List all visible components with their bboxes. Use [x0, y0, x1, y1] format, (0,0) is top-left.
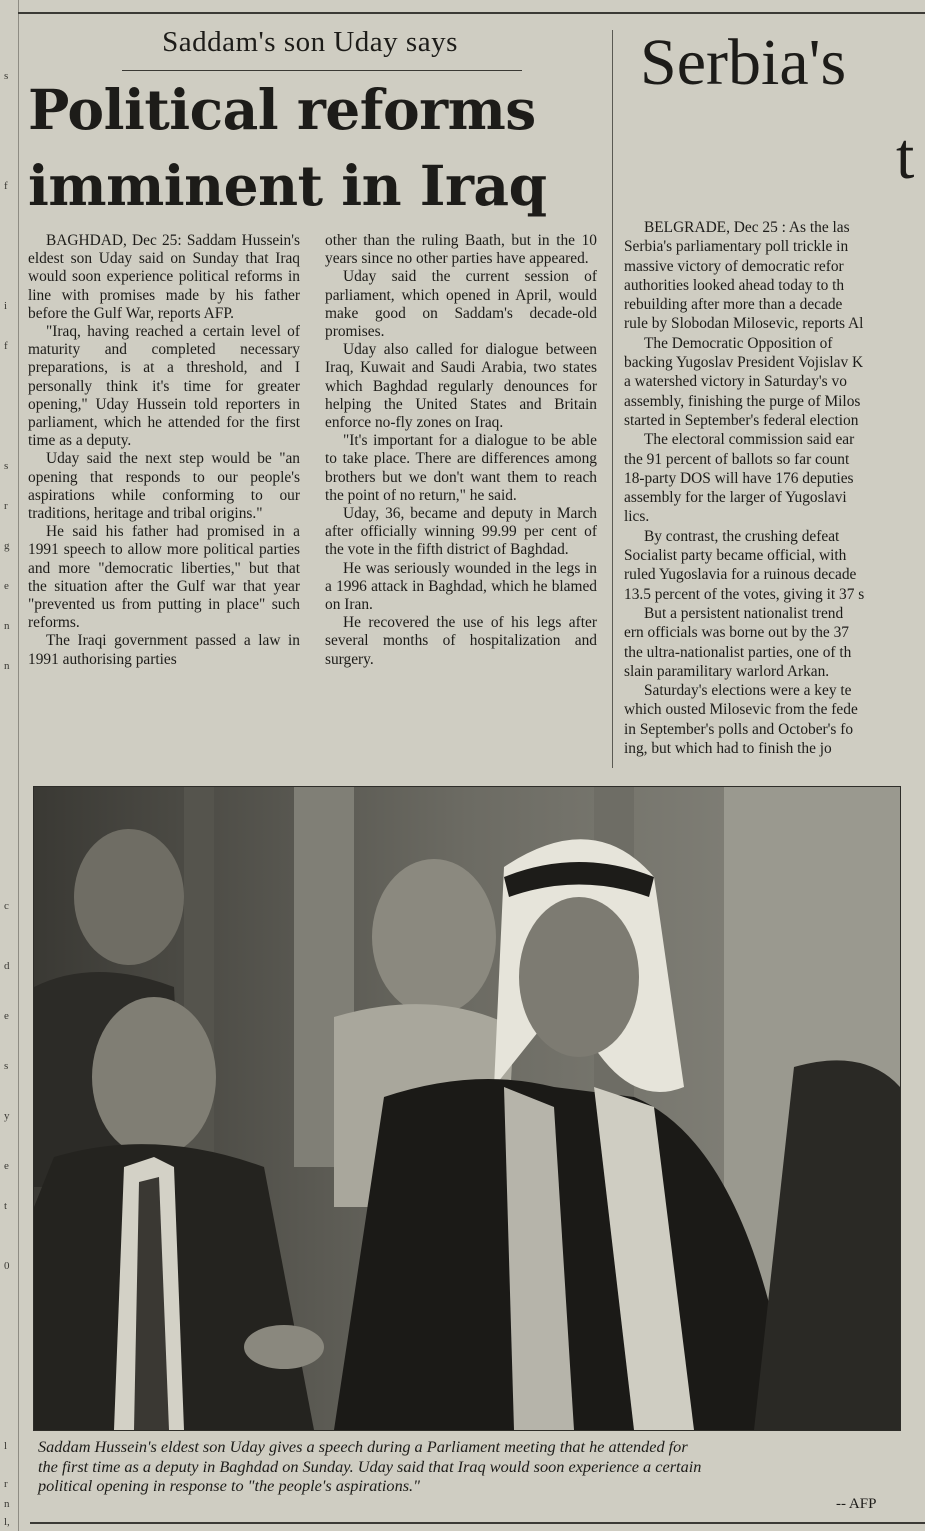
paragraph: He was seriously wounded in the legs in a 1996 attack in Baghdad, which he blamed on Iran. — [325, 559, 597, 614]
adjacent-story-line: Saturday's elections were a key te — [644, 682, 852, 700]
adjacent-story-line: a watershed victory in Saturday's vo — [624, 373, 847, 391]
adjacent-story-line: ruled Yugoslavia for a ruinous decade — [624, 566, 857, 584]
margin-text-fragment: e — [4, 580, 9, 592]
margin-text-fragment: y — [4, 1110, 10, 1122]
adjacent-story-line: the 91 percent of ballots so far count — [624, 450, 850, 468]
margin-text-fragment: n — [4, 660, 10, 672]
paragraph: Uday, 36, became and deputy in March after officially winning 99.99 per cent of the vote in the fifth district of Baghdad. — [325, 505, 597, 559]
paragraph: Uday said the current session of parliament, which opened in April, would make good on Saddam's decade-old promises. — [325, 268, 597, 341]
paragraph: He said his father had promised in a 1991 speech to allow more political parties and more "democratic liberties," but that the situation after the Gulf war that year "prevented us from putting in place" such reforms. — [28, 523, 300, 632]
paragraph: other than the ruling Baath, but in the 10 years since no other parties have appeared. — [325, 232, 597, 268]
caption-line: political opening in response to "the people's aspirations." — [38, 1476, 420, 1496]
adjacent-story-line: 13.5 percent of the votes, giving it 37 s — [624, 585, 865, 603]
adjacent-story-line: Socialist party became official, with — [624, 547, 847, 565]
margin-text-fragment: c — [4, 900, 9, 912]
paragraph: The Iraqi government passed a law in 1991 authorising parties — [28, 632, 300, 668]
adjacent-story-line: lics. — [624, 508, 650, 526]
paragraph: Uday also called for dialogue between Iraq, Kuwait and Saudi Arabia, two states which Baghdad regularly denounces for helping the United States and Britain enforce no-fly zones on Iraq. — [325, 341, 597, 432]
margin-text-fragment: e — [4, 1010, 9, 1022]
adjacent-story-line: The electoral commission said ear — [644, 431, 855, 449]
adjacent-story-line: in September's polls and October's fo — [624, 720, 854, 738]
adjacent-story-line: which ousted Milosevic from the fede — [624, 701, 858, 719]
paragraph: He recovered the use of his legs after several months of hospitalization and surgery. — [325, 614, 597, 668]
adjacent-story-line: backing Yugoslav President Vojislav K — [624, 354, 864, 372]
adjacent-story-line: By contrast, the crushing defeat — [644, 527, 840, 545]
clipped-margin-column — [0, 0, 19, 1531]
adjacent-story-headline: Serbia's — [640, 26, 847, 99]
adjacent-story-body — [624, 218, 925, 770]
margin-text-fragment: f — [4, 340, 8, 352]
margin-text-fragment: l — [4, 1440, 8, 1452]
adjacent-story-line: massive victory of democratic refor — [624, 257, 844, 275]
story-column-1 — [28, 232, 300, 669]
story-headline — [28, 72, 612, 224]
adjacent-story-line: the ultra-nationalist parties, one of th — [624, 643, 852, 661]
margin-text-fragment: s — [4, 70, 9, 82]
paragraph: Uday said the next step would be "an opening that responds to our people's aspirations while conforming to our traditions, heritage and tribal origins." — [28, 450, 300, 523]
margin-text-fragment: t — [4, 1200, 8, 1212]
news-photo — [33, 786, 901, 1431]
margin-text-fragment: s — [4, 1060, 9, 1072]
caption-line: the first time as a deputy in Baghdad on Sunday. Uday said that Iraq would soon experience a certain — [38, 1456, 702, 1476]
margin-text-fragment: f — [4, 180, 8, 192]
photo-caption — [38, 1437, 900, 1496]
top-rule — [18, 12, 925, 14]
adjacent-story-line: ing, but which had to finish the jo — [624, 740, 832, 758]
photo-illustration — [34, 787, 900, 1430]
paragraph: "It's important for a dialogue to be able to take place. There are differences among brothers but we don't want them to reach the point of no return," he said. — [325, 432, 597, 504]
headline-line-1: Political reforms — [28, 77, 536, 142]
margin-text-fragment: l, — [4, 1516, 10, 1528]
adjacent-story-line: started in September's federal election — [624, 411, 859, 429]
adjacent-story-line: rebuilding after more than a decade — [624, 296, 843, 314]
adjacent-story-headline-line-2: t — [896, 120, 915, 193]
margin-text-fragment: 0 — [4, 1260, 10, 1272]
adjacent-story-line: But a persistent nationalist trend — [644, 604, 844, 622]
bottom-rule — [30, 1522, 925, 1524]
margin-text-fragment: n — [4, 1498, 10, 1510]
adjacent-story-line: BELGRADE, Dec 25 : As the las — [644, 219, 850, 236]
paragraph: BAGHDAD, Dec 25: Saddam Hussein's eldest son Uday said on Sunday that Iraq would soon experience political reforms in line with promises made by his father before the Gulf War, reports AFP. — [28, 232, 300, 322]
story-kicker: Saddam's son Uday says — [162, 26, 458, 58]
adjacent-story-line: slain paramilitary warlord Arkan. — [624, 662, 830, 680]
margin-text-fragment: e — [4, 1160, 9, 1172]
margin-text-fragment: d — [4, 960, 10, 972]
story-column-2 — [325, 232, 597, 669]
caption-line: Saddam Hussein's eldest son Uday gives a speech during a Parliament meeting that he attended for — [38, 1437, 688, 1456]
kicker-underline — [122, 70, 522, 71]
margin-text-fragment: r — [4, 500, 8, 512]
margin-text-fragment: n — [4, 620, 10, 632]
column-divider — [612, 30, 613, 768]
photo-credit: -- AFP — [836, 1496, 877, 1512]
adjacent-story-line: ern officials was borne out by the 37 — [624, 624, 849, 642]
adjacent-story-line: authorities looked ahead today to th — [624, 276, 845, 294]
margin-text-fragment: s — [4, 460, 9, 472]
adjacent-story-line: 18-party DOS will have 176 deputies — [624, 469, 854, 487]
adjacent-story-line: assembly for the larger of Yugoslavi — [624, 489, 847, 507]
headline-line-2: imminent in Iraq — [28, 153, 547, 218]
paragraph: "Iraq, having reached a certain level of maturity and completed necessary preparations, is at a threshold, and I personally think it's time for greater opening," Uday Hussein told reporters in parliament, which he attended for the first time as a deputy. — [28, 323, 300, 450]
margin-text-fragment: r — [4, 1478, 8, 1490]
margin-text-fragment: i — [4, 300, 8, 312]
adjacent-story-line: The Democratic Opposition of — [644, 334, 833, 352]
adjacent-story-line: rule by Slobodan Milosevic, reports Al — [624, 315, 864, 333]
adjacent-story-line: assembly, finishing the purge of Milos — [624, 392, 861, 410]
adjacent-story-line: Serbia's parliamentary poll trickle in — [624, 238, 849, 256]
margin-text-fragment: g — [4, 540, 10, 552]
